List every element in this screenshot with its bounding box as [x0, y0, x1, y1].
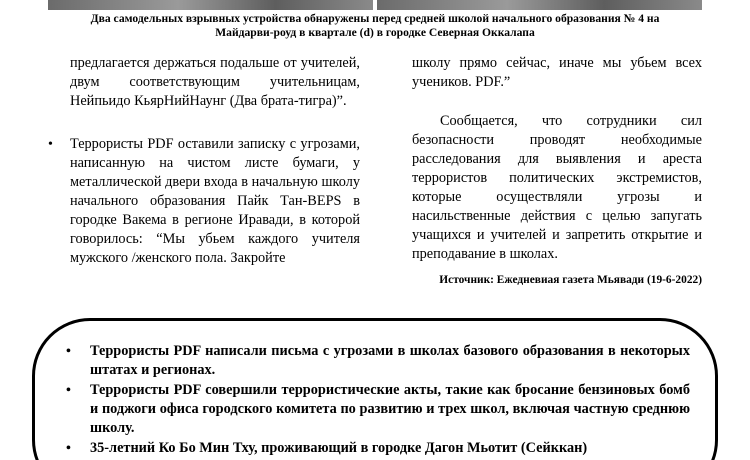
- summary-item: [66, 381, 690, 438]
- bullet-dot-icon: •: [48, 137, 53, 152]
- photo-caption: [20, 12, 730, 40]
- caption-line-2: Майдарви-роуд в квартале (d) в городке Северная Оккалапа: [215, 26, 535, 39]
- left-bullet-item: [48, 135, 360, 268]
- summary-item-text: 35-летний Ко Бо Мин Тху, проживающий в городке Дагон Мьотит (Сейккан): [90, 440, 588, 456]
- left-column: [48, 54, 360, 268]
- right-paragraph-1: школу прямо сейчас, иначе мы убьем всех учеников. PDF.”: [412, 55, 702, 90]
- photo-right: [377, 0, 702, 10]
- photo-strip: [48, 0, 702, 10]
- left-paragraph-1: предлагается держаться подальше от учителей, двум соответствующим учительницам, Нейпьидо КьярНийНаунг (Два брата-тигра)”.: [70, 55, 360, 109]
- source-line: Источник: Ежедневиая газета Мьявади (19-6-2022): [439, 274, 702, 286]
- photo-left: [48, 0, 373, 10]
- summary-item: [66, 439, 690, 458]
- right-paragraph-2: Сообщается, что сотрудники сил безопасности проводят необходимые расследования для выявления и ареста террористов политических экстремистов, которые осуществляли угрозы и насильственные действия с целью запугать учащихся и учителей и запретить открытие и преподавание в школах.: [412, 113, 702, 262]
- left-paragraph-2: Террористы PDF оставили записку с угрозами, написанную на чистом листе бумаги, у металлической двери входа в начальную школу начального образования Пайк Тан-BEPS в городке Вакема в регионе Иравади, в которой говорилось: “Мы убьем каждого учителя мужского /женского пола. Закройте: [70, 136, 360, 266]
- bullet-dot-icon: •: [66, 344, 71, 359]
- summary-item: [66, 342, 690, 380]
- summary-list: [66, 342, 690, 459]
- summary-item-text: Террористы PDF написали письма с угрозами в школах базового образования в некоторых штатах и регионах.: [90, 343, 690, 378]
- summary-item-text: Террористы PDF совершили террористические акты, такие как бросание бензиновых бомб и поджоги офиса городского комитета по развитию и трех школ, включая частную среднюю школу.: [90, 382, 690, 436]
- bullet-dot-icon: •: [66, 383, 71, 398]
- right-column: [412, 54, 702, 264]
- caption-line-1: Два самодельных взрывных устройства обнаружены перед средней школой начального образования № 4 на: [90, 12, 660, 25]
- bullet-dot-icon: •: [66, 441, 71, 456]
